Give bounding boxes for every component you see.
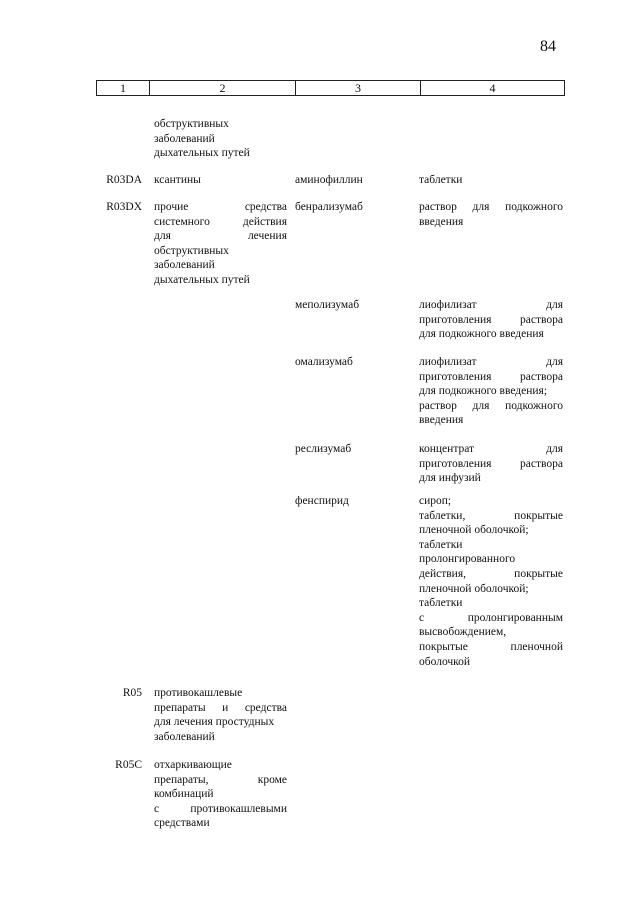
- drug-name: меполизумаб: [295, 299, 360, 311]
- atc-code: [96, 117, 148, 161]
- dosage-forms: [417, 117, 563, 161]
- header-col-2: 2: [150, 81, 296, 95]
- dosage-forms-line: приготовления раствора: [419, 370, 563, 383]
- dosage-forms-line: лиофилизат для: [419, 356, 563, 368]
- drug-name: [293, 686, 417, 744]
- group-name: [148, 173, 293, 188]
- group-name-line: дыхательных путей: [154, 273, 250, 286]
- dosage-forms-line: таблетки: [419, 174, 463, 186]
- dosage-forms: [417, 442, 563, 486]
- table-row: [96, 758, 563, 831]
- group-name-line: заболеваний: [154, 132, 215, 145]
- group-name-line: средствами: [154, 817, 210, 830]
- drug-name: [293, 117, 417, 161]
- dosage-forms-line: приготовления раствора: [419, 313, 563, 326]
- dosage-forms: [417, 758, 563, 831]
- dosage-forms-line: пленочной оболочкой;: [419, 582, 529, 595]
- table-row: [96, 117, 563, 161]
- atc-code: R03DA: [106, 174, 142, 186]
- group-name-line: противокашлевые: [154, 687, 243, 699]
- atc-code: R05C: [115, 759, 142, 771]
- group-name: [148, 758, 293, 831]
- drug-name: [293, 758, 417, 831]
- table-row: [96, 200, 563, 288]
- atc-code: [96, 355, 148, 428]
- dosage-forms: [417, 494, 563, 669]
- dosage-forms-line: сироп;: [419, 495, 452, 507]
- header-col-4: 4: [489, 81, 496, 95]
- dosage-forms-line: лиофилизат для: [419, 299, 563, 311]
- group-name-line: с противокашлевыми: [154, 802, 287, 815]
- atc-code: R05: [122, 687, 142, 699]
- group-name: [148, 442, 293, 486]
- dosage-forms: [417, 200, 563, 288]
- group-name-line: обструктивных: [154, 118, 229, 130]
- group-name-line: препараты и средства: [154, 701, 287, 714]
- atc-code: R03DX: [106, 201, 142, 213]
- group-name: [148, 494, 293, 669]
- group-name-line: комбинаций: [154, 788, 214, 801]
- dosage-forms-line: с пролонгированным: [419, 611, 563, 624]
- dosage-forms-line: высвобождением,: [419, 626, 507, 639]
- dosage-forms-line: концентрат для: [419, 443, 563, 455]
- group-name-line: для лечения простудных: [154, 716, 275, 729]
- group-name: [148, 117, 293, 161]
- atc-code: [96, 298, 148, 342]
- group-name: [148, 298, 293, 342]
- dosage-forms: [417, 686, 563, 744]
- dosage-forms-line: для инфузий: [419, 472, 481, 485]
- group-name: [148, 355, 293, 428]
- group-name-line: для лечения: [154, 230, 287, 243]
- dosage-forms-line: оболочкой: [419, 655, 471, 668]
- table-row: [96, 173, 563, 188]
- dosage-forms-line: пленочной оболочкой;: [419, 524, 529, 537]
- group-name-line: ксантины: [154, 174, 201, 186]
- group-name-line: прочие средства: [154, 201, 287, 213]
- dosage-forms: [417, 173, 563, 188]
- header-col-3: 3: [296, 81, 421, 95]
- drug-name: фенспирид: [295, 495, 349, 507]
- atc-code: [96, 442, 148, 486]
- table-row: [96, 298, 563, 342]
- group-name: [148, 200, 293, 288]
- drug-name: аминофиллин: [295, 174, 363, 186]
- dosage-forms-line: таблетки, покрытые: [419, 509, 563, 522]
- drug-name: реслизумаб: [295, 443, 352, 455]
- drug-name: бенрализумаб: [295, 201, 363, 213]
- dosage-forms-line: раствор для подкожного: [419, 201, 563, 213]
- table-row: [96, 494, 563, 669]
- dosage-forms-line: покрытые пленочной: [419, 640, 563, 653]
- dosage-forms-line: пролонгированного: [419, 553, 516, 566]
- dosage-forms-line: для подкожного введения;: [419, 385, 548, 398]
- group-name-line: системного действия: [154, 215, 287, 228]
- group-name-line: обструктивных: [154, 244, 229, 257]
- dosage-forms-line: таблетки: [419, 538, 463, 551]
- dosage-forms-line: введения: [419, 414, 464, 427]
- dosage-forms-line: действия, покрытые: [419, 567, 563, 580]
- group-name-line: заболеваний: [154, 259, 215, 272]
- table-row: [96, 686, 563, 744]
- dosage-forms: [417, 298, 563, 342]
- dosage-forms-line: раствор для подкожного: [419, 399, 563, 412]
- table-row: [96, 442, 563, 486]
- dosage-forms: [417, 355, 563, 428]
- atc-code: [96, 494, 148, 669]
- dosage-forms-line: введения: [419, 215, 464, 228]
- group-name: [148, 686, 293, 744]
- header-col-1: 1: [97, 81, 150, 95]
- page-number: 84: [540, 38, 556, 55]
- drug-name: омализумаб: [295, 356, 353, 368]
- group-name-line: препараты, кроме: [154, 773, 287, 786]
- table-row: [96, 355, 563, 428]
- dosage-forms-line: приготовления раствора: [419, 457, 563, 470]
- group-name-line: отхаркивающие: [154, 759, 232, 771]
- dosage-forms-line: для подкожного введения: [419, 328, 544, 341]
- group-name-line: дыхательных путей: [154, 147, 250, 160]
- table-header: [96, 80, 565, 96]
- group-name-line: заболеваний: [154, 730, 215, 743]
- dosage-forms-line: таблетки: [419, 597, 463, 610]
